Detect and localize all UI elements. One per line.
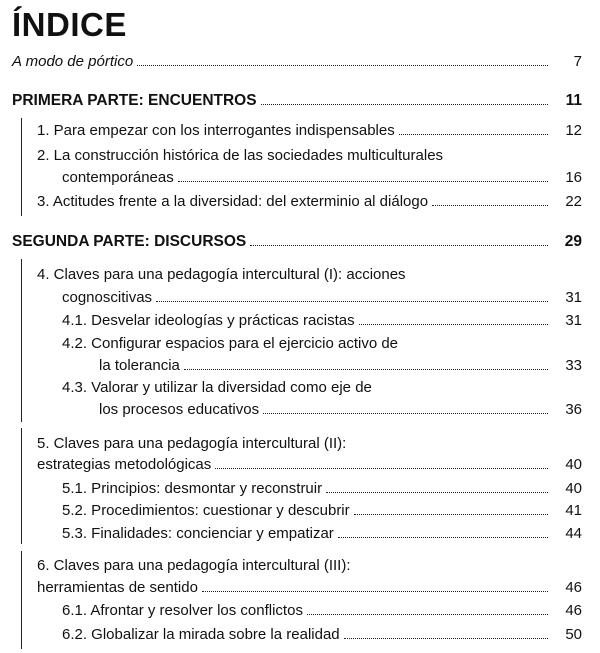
dot-leader (137, 65, 548, 66)
toc-entry-text: herramientas de sentido (37, 579, 198, 596)
toc-section-4-2[interactable] (99, 356, 582, 376)
page-number: 31 (565, 312, 582, 329)
dot-leader (399, 134, 548, 135)
toc-section-4-2-line1[interactable]: 4.2. Configurar espacios para el ejercicio activo de (62, 335, 399, 352)
dot-leader (354, 514, 548, 515)
vertical-rule (21, 428, 22, 544)
toc-section-4-3[interactable] (99, 400, 582, 420)
page-number: 50 (565, 626, 582, 643)
toc-section-5-3[interactable] (62, 524, 582, 544)
page-number: 44 (565, 525, 582, 542)
page-number: 40 (565, 480, 582, 497)
dot-leader (307, 614, 548, 615)
toc-entry-text: 6.2. Globalizar la mirada sobre la realidad (62, 626, 340, 643)
toc-section-6-1[interactable] (62, 601, 582, 621)
dot-leader (250, 245, 548, 246)
dot-leader (359, 324, 548, 325)
page-number: 22 (565, 193, 582, 210)
page-number: 40 (565, 456, 582, 473)
page-number: 29 (564, 233, 582, 250)
toc-chapter-5-line1[interactable]: 5. Claves para una pedagogía intercultural (II): (37, 435, 347, 452)
dot-leader (184, 369, 548, 370)
dot-leader (338, 537, 548, 538)
page-title: ÍNDICE (12, 6, 127, 43)
page-number: 16 (565, 169, 582, 186)
dot-leader (178, 181, 548, 182)
toc-entry-text: 5.1. Principios: desmontar y reconstruir (62, 480, 323, 497)
toc-section-4-1[interactable] (62, 311, 582, 331)
toc-chapter-5[interactable] (37, 455, 582, 475)
toc-chapter-2-line1[interactable]: 2. La construcción histórica de las sociedades multiculturales (37, 147, 444, 164)
toc-entry-text: los procesos educativos (99, 401, 260, 418)
vertical-rule (21, 551, 22, 649)
toc-entry-text: 5.3. Finalidades: concienciar y empatizar (62, 525, 334, 542)
vertical-rule (21, 259, 22, 422)
page-number: 33 (565, 357, 582, 374)
toc-entry-text: contemporáneas (62, 169, 174, 186)
vertical-rule (21, 118, 22, 216)
toc-part-1[interactable] (12, 91, 582, 111)
dot-leader (202, 591, 548, 592)
toc-section-5-2[interactable] (62, 501, 582, 521)
toc-entry-text: 4.1. Desvelar ideologías y prácticas racistas (62, 312, 355, 329)
dot-leader (263, 413, 548, 414)
page-number: 41 (565, 502, 582, 519)
toc-entry-text: 6.1. Afrontar y resolver los conflictos (62, 602, 303, 619)
page-number: 31 (565, 289, 582, 306)
page-number: 46 (565, 579, 582, 596)
toc-chapter-6[interactable] (37, 578, 582, 598)
toc-chapter-2[interactable] (62, 168, 582, 188)
page-number: 11 (565, 92, 582, 109)
page-number: 7 (573, 53, 582, 70)
toc-entry-text: estrategias metodológicas (37, 456, 212, 473)
part-heading: PRIMERA PARTE: ENCUENTROS (12, 92, 257, 109)
toc-entry-preface[interactable] (12, 52, 582, 72)
toc-entry-text: A modo de pórtico (12, 53, 134, 70)
dot-leader (432, 205, 548, 206)
toc-section-6-2[interactable] (62, 625, 582, 645)
toc-chapter-6-line1[interactable]: 6. Claves para una pedagogía intercultural (III): (37, 557, 351, 574)
toc-entry-text: la tolerancia (99, 357, 180, 374)
page-number: 46 (565, 602, 582, 619)
page-number: 36 (565, 401, 582, 418)
toc-section-5-1[interactable] (62, 479, 582, 499)
toc-chapter-4[interactable] (62, 288, 582, 308)
toc-chapter-4-line1[interactable]: 4. Claves para una pedagogía intercultural (I): acciones (37, 266, 406, 283)
dot-leader (344, 638, 548, 639)
dot-leader (261, 104, 548, 105)
toc-entry-text: 1. Para empezar con los interrogantes indispensables (37, 122, 395, 139)
toc-entry-text: 5.2. Procedimientos: cuestionar y descubrir (62, 502, 350, 519)
toc-part-2[interactable] (12, 232, 582, 252)
toc-entry-text: cognoscitivas (62, 289, 153, 306)
toc-entry-text: 3. Actitudes frente a la diversidad: del exterminio al diálogo (37, 193, 429, 210)
dot-leader (215, 468, 548, 469)
toc-chapter-3[interactable] (37, 192, 582, 212)
part-heading: SEGUNDA PARTE: DISCURSOS (12, 233, 247, 250)
toc-chapter-1[interactable] (37, 121, 582, 141)
toc-section-4-3-line1[interactable]: 4.3. Valorar y utilizar la diversidad como eje de (62, 379, 372, 396)
dot-leader (156, 301, 548, 302)
dot-leader (326, 492, 548, 493)
page-number: 12 (565, 122, 582, 139)
